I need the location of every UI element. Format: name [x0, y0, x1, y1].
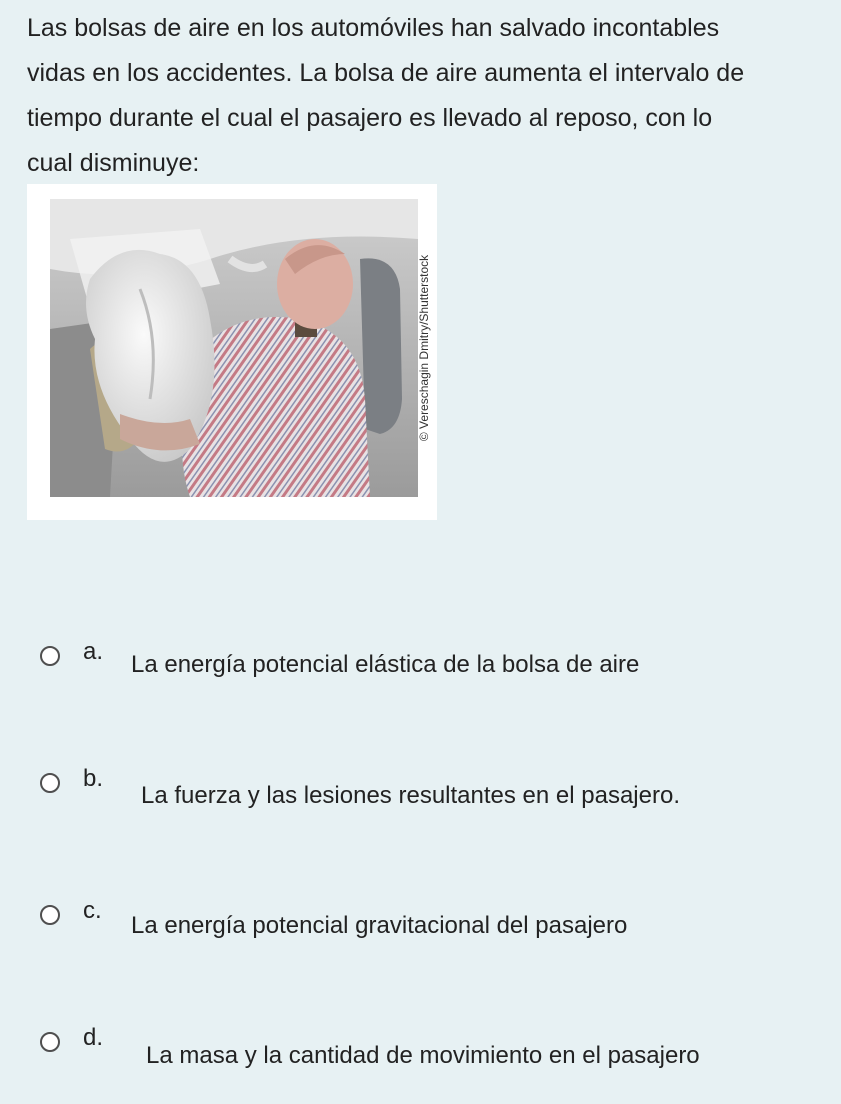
airbag-crash-test-photo — [50, 199, 418, 497]
option-d[interactable] — [40, 1024, 820, 1069]
radio-button[interactable] — [40, 905, 60, 925]
question-line: cual disminuye: — [27, 149, 200, 177]
option-b[interactable] — [40, 765, 820, 809]
option-text: La energía potencial elástica de la bolsa de aire — [131, 651, 640, 678]
option-a[interactable] — [40, 638, 820, 678]
radio-button[interactable] — [40, 1032, 60, 1052]
radio-button[interactable] — [40, 773, 60, 793]
option-letter: b. — [83, 765, 104, 792]
option-text: La energía potencial gravitacional del pasajero — [131, 912, 628, 939]
option-letter: c. — [83, 897, 102, 924]
option-letter: d. — [83, 1024, 104, 1051]
photo-credit: © Vereschagin Dmitry/Shutterstock — [417, 254, 431, 442]
question-text — [27, 6, 827, 186]
question-line: Las bolsas de aire en los automóviles han salvado incontables — [27, 14, 720, 42]
option-c[interactable] — [40, 897, 820, 937]
question-line: tiempo durante el cual el pasajero es llevado al reposo, con lo — [27, 104, 713, 132]
option-text: La masa y la cantidad de movimiento en el pasajero — [146, 1042, 700, 1069]
question-line: vidas en los accidentes. La bolsa de aire aumenta el intervalo de — [27, 59, 745, 87]
option-letter: a. — [83, 638, 104, 665]
figure-card — [27, 184, 437, 520]
option-text: La fuerza y las lesiones resultantes en el pasajero. — [141, 782, 680, 809]
radio-button[interactable] — [40, 646, 60, 666]
